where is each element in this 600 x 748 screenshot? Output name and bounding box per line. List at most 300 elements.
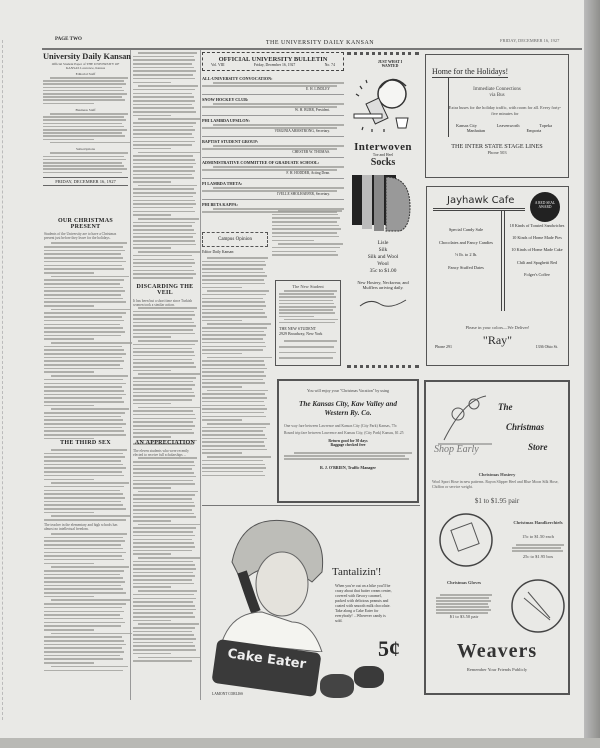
fare: Round trip fare between Lawrence and Kansas City, (City Park) Kansas, $1.25 bbox=[284, 431, 404, 435]
ad-line: Emporia bbox=[526, 128, 542, 133]
text-line bbox=[133, 126, 193, 128]
socks-illustration bbox=[350, 171, 416, 235]
text-line bbox=[272, 214, 338, 216]
text-line bbox=[133, 612, 193, 614]
text-line bbox=[133, 166, 193, 168]
text-line bbox=[133, 181, 171, 183]
text-line bbox=[138, 373, 200, 375]
text-line bbox=[133, 74, 193, 76]
text-line bbox=[43, 135, 125, 137]
text-line bbox=[133, 67, 194, 69]
text-line bbox=[133, 609, 196, 611]
text-line bbox=[436, 597, 489, 599]
text-line bbox=[44, 371, 94, 373]
text-line bbox=[133, 270, 194, 272]
text-line bbox=[44, 607, 122, 609]
editorial-title: DISCARDING THE VEIL bbox=[136, 283, 194, 296]
ad-line: Special Candy Sale bbox=[448, 227, 484, 232]
ad-line: via Bus bbox=[489, 93, 505, 98]
page-label: PAGE TWO bbox=[55, 37, 82, 42]
text-line bbox=[133, 362, 194, 364]
text-line bbox=[133, 93, 192, 95]
ad-line: Lisle bbox=[377, 240, 389, 246]
text-line bbox=[44, 419, 123, 421]
text-line bbox=[43, 126, 124, 128]
text-line bbox=[133, 262, 195, 264]
section-label: Business Staff bbox=[75, 108, 96, 113]
bulletin-title: OFFICIAL UNIVERSITY BULLETIN bbox=[218, 56, 328, 63]
body-text-lines bbox=[202, 124, 344, 129]
text-line bbox=[133, 333, 195, 335]
body-text-lines bbox=[512, 544, 564, 552]
text-line bbox=[516, 544, 564, 546]
text-line bbox=[133, 616, 195, 618]
editorial-lede: It has been but a short time since Turkish women took a similar action. bbox=[133, 298, 193, 307]
text-line bbox=[43, 168, 127, 170]
headline: Tantalizin'! bbox=[332, 566, 382, 578]
campus-opinion bbox=[202, 232, 268, 476]
text-line bbox=[133, 155, 193, 157]
body-text-lines bbox=[436, 594, 492, 614]
text-line bbox=[133, 505, 195, 507]
ad-line: 35c to $1.00 bbox=[369, 268, 397, 274]
text-line bbox=[43, 123, 122, 125]
text-line bbox=[133, 627, 195, 629]
text-line bbox=[44, 486, 124, 488]
text-line bbox=[44, 497, 125, 499]
editorial-title: AN APPRECIATION bbox=[134, 440, 196, 446]
phone: Phone 291 bbox=[435, 344, 452, 349]
text-line bbox=[44, 253, 121, 255]
text-line bbox=[133, 568, 196, 570]
text-line bbox=[44, 427, 122, 429]
text-line bbox=[44, 640, 124, 642]
text-line bbox=[133, 329, 193, 331]
text-line bbox=[207, 423, 270, 425]
red-seal-badge: A RED SEAL AWARD bbox=[530, 192, 560, 222]
text-line bbox=[133, 550, 192, 552]
text-line bbox=[202, 85, 337, 87]
text-line bbox=[133, 399, 192, 401]
text-line bbox=[133, 414, 195, 416]
text-line bbox=[43, 103, 94, 105]
column-rule bbox=[200, 50, 201, 700]
text-line bbox=[44, 490, 120, 492]
text-line bbox=[44, 379, 123, 381]
body-text-lines bbox=[43, 77, 128, 104]
product-name: Socks bbox=[370, 157, 396, 168]
text-line bbox=[133, 100, 195, 102]
text-line bbox=[213, 145, 344, 147]
text-line bbox=[133, 520, 171, 522]
text-line bbox=[202, 393, 265, 395]
text-line bbox=[133, 277, 193, 279]
masthead-title: University Daily Kansan bbox=[43, 52, 131, 61]
text-line bbox=[279, 316, 314, 318]
text-line bbox=[138, 340, 198, 342]
bulletin-item-sign: W. H. BURR, President. bbox=[294, 107, 330, 112]
text-line bbox=[202, 320, 242, 322]
bulletin-vol: Vol. VIII bbox=[211, 63, 225, 67]
text-line bbox=[133, 259, 194, 261]
text-line bbox=[133, 196, 193, 198]
text-line bbox=[44, 265, 122, 267]
text-line bbox=[202, 475, 265, 477]
text-line bbox=[44, 335, 121, 337]
price: 5¢ bbox=[378, 636, 400, 661]
text-line bbox=[43, 90, 124, 92]
text-line bbox=[43, 159, 126, 161]
text-line bbox=[44, 570, 124, 572]
text-line bbox=[138, 152, 201, 154]
ad-line: Silk bbox=[378, 247, 388, 253]
text-line bbox=[44, 460, 121, 462]
text-line bbox=[202, 460, 263, 462]
text-line bbox=[202, 441, 264, 443]
ad-intro: You will enjoy your "Christmas Vacation" by using bbox=[306, 388, 389, 393]
text-line bbox=[284, 458, 409, 460]
candy-bar-wrapper: Cake Eater bbox=[211, 639, 321, 697]
editorial-appreciation bbox=[133, 440, 197, 662]
candy-piece-icon bbox=[354, 666, 384, 688]
section-label: Subscriptions bbox=[75, 147, 96, 152]
text-line bbox=[44, 577, 123, 579]
text-line bbox=[133, 649, 196, 651]
ad-line: Silk and Wool bbox=[367, 254, 399, 260]
text-line bbox=[44, 316, 122, 318]
text-line bbox=[138, 657, 200, 659]
text-line bbox=[43, 119, 126, 121]
ad-line: ½ lb. to 2 lb. bbox=[454, 252, 478, 257]
text-line bbox=[202, 467, 266, 469]
text-line bbox=[44, 383, 126, 385]
text-line bbox=[133, 344, 195, 346]
text-line bbox=[43, 83, 126, 85]
text-line bbox=[44, 658, 123, 660]
text-line bbox=[43, 80, 124, 82]
text-line bbox=[213, 187, 344, 189]
text-line bbox=[133, 494, 195, 496]
text-line bbox=[272, 221, 337, 223]
text-line bbox=[133, 642, 193, 644]
ad-line: Manhattan bbox=[466, 128, 486, 133]
text-line bbox=[278, 243, 344, 245]
text-line bbox=[133, 200, 195, 202]
text-line bbox=[133, 247, 171, 249]
text-line bbox=[133, 564, 195, 566]
text-line bbox=[133, 240, 195, 242]
ad-line: Immediate Connections bbox=[473, 87, 521, 92]
ad-title: Jayhawk Cafe bbox=[447, 195, 515, 206]
text-line bbox=[44, 294, 121, 296]
text-line bbox=[202, 148, 337, 150]
text-line bbox=[440, 594, 492, 596]
brand-sub: Toe and Heel bbox=[372, 153, 394, 157]
text-line bbox=[202, 397, 267, 399]
text-line bbox=[133, 598, 196, 600]
text-line bbox=[44, 357, 122, 359]
editorial-title: THE THIRD SEX bbox=[60, 440, 111, 446]
text-line bbox=[272, 228, 341, 230]
masthead-subtitle: Official Student Paper of THE UNIVERSITY OF KANSAS Lawrence, Kansas bbox=[51, 62, 120, 70]
ad-extra: New Hosiery, Neckwear, and Mufflers arriving daily. bbox=[357, 280, 409, 291]
text-line bbox=[133, 82, 171, 84]
text-line bbox=[133, 461, 194, 463]
text-line bbox=[133, 476, 196, 478]
text-line bbox=[133, 483, 195, 485]
body-text-lines bbox=[202, 82, 344, 87]
text-line bbox=[202, 364, 265, 366]
text-line bbox=[44, 360, 124, 362]
text-line bbox=[133, 159, 195, 161]
section-head: Christmas Hosiery bbox=[478, 472, 516, 477]
text-line bbox=[133, 388, 192, 390]
text-line bbox=[133, 586, 171, 588]
text-line bbox=[202, 430, 263, 432]
store-signature-icon bbox=[358, 297, 408, 309]
text-line bbox=[133, 174, 192, 176]
dateline: FRIDAY, DECEMBER 16, 1927 bbox=[43, 177, 128, 186]
ad-line: Folger's Coffee bbox=[524, 271, 550, 277]
text-line bbox=[202, 312, 265, 314]
price: $1 to $3.50 pair bbox=[449, 614, 479, 619]
store-title: The bbox=[498, 402, 513, 412]
ad-line: Chili and Spaghetti Red bbox=[516, 259, 558, 265]
text-line bbox=[202, 272, 265, 274]
section-head: Christmas Gloves bbox=[446, 580, 482, 585]
text-line bbox=[51, 633, 133, 635]
text-line bbox=[133, 395, 195, 397]
text-line bbox=[51, 309, 131, 311]
text-line bbox=[44, 596, 94, 598]
text-line bbox=[202, 386, 242, 388]
tagline: Remember Your Friends Publicly bbox=[466, 667, 528, 672]
text-line bbox=[133, 645, 195, 647]
text-line bbox=[202, 331, 264, 333]
ad-title: Home for the Holidays! bbox=[432, 67, 509, 76]
text-line bbox=[133, 273, 196, 275]
text-line bbox=[44, 471, 122, 473]
text-line bbox=[138, 557, 201, 559]
text-line bbox=[133, 222, 195, 224]
speech-bubble: JUST WHAT I WANTED bbox=[377, 60, 403, 68]
text-line bbox=[279, 293, 334, 295]
opinion-continued bbox=[272, 210, 342, 256]
text-line bbox=[133, 660, 192, 662]
text-line bbox=[44, 655, 120, 657]
store-title: Store bbox=[528, 442, 548, 452]
body-text-lines bbox=[202, 145, 344, 150]
ad-address: 2929 Broadway, New York bbox=[279, 331, 323, 337]
bottom-edge bbox=[0, 738, 600, 748]
text-line bbox=[44, 519, 126, 521]
text-line bbox=[202, 382, 265, 384]
text-line bbox=[202, 342, 265, 344]
text-line bbox=[43, 132, 122, 134]
text-line bbox=[133, 539, 192, 541]
body-text-lines bbox=[43, 113, 128, 143]
slogan: Please in your colors—We Deliver! bbox=[465, 325, 530, 330]
text-line bbox=[51, 666, 128, 668]
text-line bbox=[51, 515, 131, 517]
text-line bbox=[272, 225, 339, 227]
section-head: Christmas Handkerchiefs bbox=[513, 520, 563, 525]
text-line bbox=[44, 464, 123, 466]
price: 25c to $1.95 box bbox=[522, 554, 554, 559]
text-line bbox=[133, 59, 195, 61]
text-line bbox=[133, 244, 196, 246]
text-line bbox=[43, 139, 94, 141]
fare: One way fare between Lawrence and Kansas City (City Park) Kansas, 75c bbox=[284, 424, 398, 428]
bulletin-item bbox=[202, 74, 344, 91]
body-text-lines bbox=[202, 257, 268, 476]
text-line bbox=[133, 266, 192, 268]
text-line bbox=[44, 261, 126, 263]
text-line bbox=[44, 508, 126, 510]
text-line bbox=[44, 290, 125, 292]
text-line bbox=[202, 283, 265, 285]
text-line bbox=[279, 352, 336, 354]
text-line bbox=[202, 434, 265, 436]
text-line bbox=[202, 408, 267, 410]
text-line bbox=[133, 583, 194, 585]
ad-line: 10 Kinds of Home Made Pies bbox=[512, 235, 562, 241]
text-line bbox=[202, 375, 266, 377]
body-text-lines bbox=[272, 210, 342, 256]
salutation: Editor Daily Kansan: bbox=[202, 250, 235, 254]
text-line bbox=[213, 82, 344, 84]
text-line bbox=[44, 401, 124, 403]
gloves-illustration bbox=[510, 578, 566, 634]
text-line bbox=[51, 566, 129, 568]
text-line bbox=[44, 563, 94, 565]
text-line bbox=[133, 163, 196, 165]
text-line bbox=[44, 298, 123, 300]
ad-line: Leavenworth bbox=[496, 123, 520, 128]
text-line bbox=[44, 283, 120, 285]
text-line bbox=[436, 609, 491, 611]
text-line bbox=[44, 501, 121, 503]
bulletin-item-head: BAPTIST STUDENT GROUP: bbox=[202, 138, 259, 144]
ad-name: THE NEW STUDENT bbox=[279, 326, 317, 332]
text-line bbox=[138, 307, 197, 309]
text-line bbox=[44, 349, 124, 351]
text-line bbox=[138, 118, 200, 120]
text-line bbox=[51, 533, 127, 535]
text-line bbox=[138, 623, 199, 625]
text-line bbox=[44, 618, 123, 620]
text-line bbox=[133, 425, 195, 427]
body-text-lines bbox=[44, 533, 127, 671]
paper-name: THE UNIVERSITY DAILY KANSAN bbox=[265, 40, 375, 46]
bulletin-item-head: PHI LAMBDA UPSILON: bbox=[202, 117, 250, 123]
text-line bbox=[51, 449, 127, 451]
text-line bbox=[213, 124, 344, 126]
text-line bbox=[202, 368, 267, 370]
text-line bbox=[44, 662, 94, 664]
body-text-lines bbox=[43, 152, 128, 173]
ad-line: Chocolates and Fancy Candies bbox=[438, 239, 494, 245]
text-line bbox=[133, 429, 192, 431]
text-line bbox=[138, 524, 200, 526]
maker: LAMONT CORLISS bbox=[212, 692, 243, 696]
ad-line: Kansas City bbox=[455, 123, 477, 128]
text-line bbox=[202, 401, 264, 403]
baggage-note: Baggage checked free bbox=[330, 443, 366, 447]
text-line bbox=[133, 634, 194, 636]
text-line bbox=[279, 312, 335, 314]
text-line bbox=[133, 366, 196, 368]
text-line bbox=[43, 87, 122, 89]
text-line bbox=[133, 436, 171, 438]
text-line bbox=[133, 318, 192, 320]
text-line bbox=[202, 334, 266, 336]
text-line bbox=[43, 129, 127, 131]
ad-line: Wool bbox=[377, 261, 389, 267]
text-line bbox=[133, 115, 171, 117]
bulletin-item bbox=[202, 94, 344, 112]
text-line bbox=[279, 303, 334, 305]
text-line bbox=[133, 122, 196, 124]
text-line bbox=[44, 312, 126, 314]
text-line bbox=[279, 306, 336, 308]
text-line bbox=[272, 217, 340, 219]
text-line bbox=[133, 410, 193, 412]
jayhawk-cafe-ad bbox=[426, 186, 569, 366]
text-line bbox=[202, 294, 266, 296]
text-line bbox=[44, 368, 123, 370]
text-line bbox=[50, 113, 128, 115]
text-line bbox=[44, 629, 94, 631]
bulletin-item-head: ALL-UNIVERSITY CONVOCATION: bbox=[202, 76, 273, 81]
text-line bbox=[51, 276, 129, 278]
cafe-owner-name: "Ray" bbox=[482, 333, 513, 347]
phone: Phone 503 bbox=[487, 150, 507, 155]
text-line bbox=[44, 287, 123, 289]
text-line bbox=[133, 432, 194, 434]
text-line bbox=[44, 651, 124, 653]
bulletin-item-head: PHI BETA KAPPA: bbox=[202, 201, 238, 207]
text-line bbox=[43, 162, 122, 164]
text-line bbox=[44, 390, 124, 392]
section-body: Wool Sport Hose in new patterns. Rayon Slipper Heel and Blue Moon Silk Hose, Chiffon or service weight. bbox=[432, 480, 559, 489]
text-line bbox=[43, 116, 124, 118]
text-line bbox=[44, 622, 125, 624]
bulletin-item bbox=[202, 178, 344, 196]
body-text-lines bbox=[202, 187, 344, 192]
text-line bbox=[272, 254, 338, 256]
text-line bbox=[207, 257, 268, 259]
text-line bbox=[133, 542, 194, 544]
text-line bbox=[133, 177, 194, 179]
text-line bbox=[44, 416, 121, 418]
text-line bbox=[207, 456, 271, 458]
store-title: Christmas bbox=[506, 422, 545, 432]
price: $1 to $1.95 pair bbox=[474, 497, 520, 505]
bulletin-item bbox=[202, 157, 344, 175]
header-rule bbox=[42, 48, 582, 50]
text-line bbox=[133, 516, 196, 518]
text-line bbox=[202, 298, 263, 300]
text-line bbox=[279, 309, 333, 311]
text-line bbox=[44, 246, 123, 248]
text-line bbox=[44, 512, 94, 514]
weavers-christmas-store-ad bbox=[424, 380, 570, 695]
text-line bbox=[133, 384, 195, 386]
text-line bbox=[44, 537, 123, 539]
text-line bbox=[138, 52, 197, 54]
bulletin-item-head: ADMINISTRATIVE COMMITTEE OF GRADUATE SCHOOL: bbox=[202, 159, 320, 165]
